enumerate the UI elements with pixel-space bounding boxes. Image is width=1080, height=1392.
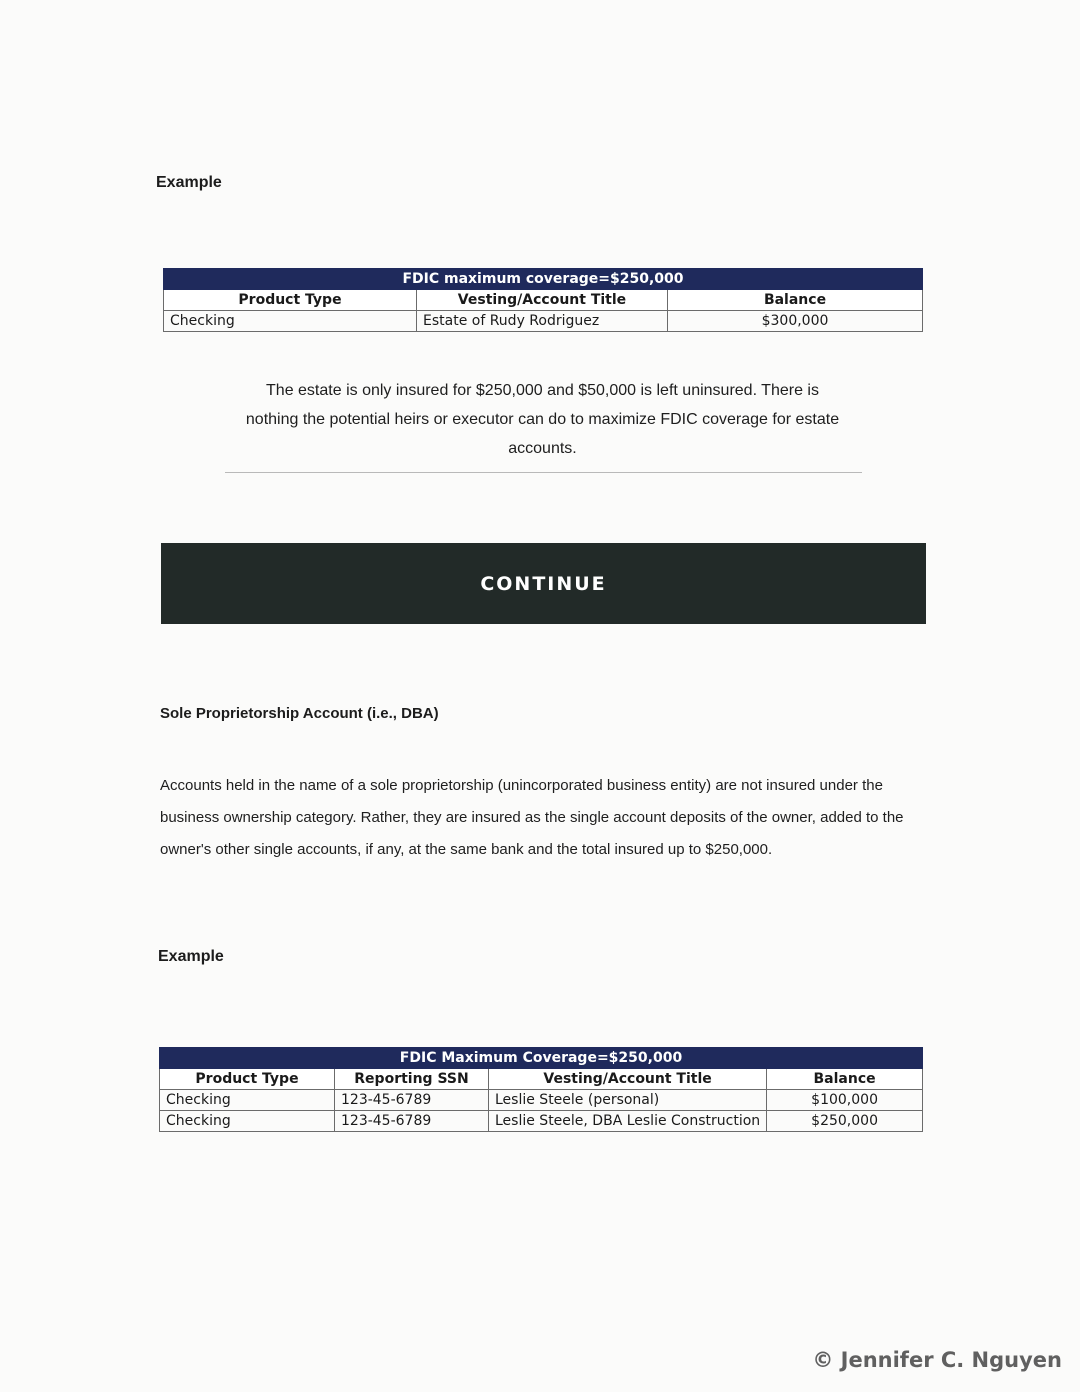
copyright-notice: © Jennifer C. Nguyen <box>812 1348 1062 1372</box>
column-header-reporting-ssn: Reporting SSN <box>335 1069 489 1090</box>
table-header-row <box>164 290 923 311</box>
cell-vesting: Leslie Steele (personal) <box>489 1090 767 1111</box>
example-label: Example <box>156 174 222 191</box>
cell-product-type: Checking <box>160 1111 335 1132</box>
estate-coverage-table <box>163 268 923 332</box>
sole-proprietorship-description: Accounts held in the name of a sole proprietorship (unincorporated business entity) are not insured under the business ownership category. Rather, they are insured as the single account deposits of the owner, added to the owner's other single accounts, if any, at the same bank and the total insured up to $250,000. <box>160 777 904 858</box>
table-banner: FDIC maximum coverage=$250,000 <box>164 269 923 290</box>
table-row <box>160 1111 923 1132</box>
cell-balance: $100,000 <box>767 1090 923 1111</box>
column-header-product-type: Product Type <box>164 290 417 311</box>
column-header-vesting: Vesting/Account Title <box>489 1069 767 1090</box>
section-title: Sole Proprietorship Account (i.e., DBA) <box>160 705 439 722</box>
column-header-balance: Balance <box>668 290 923 311</box>
divider <box>225 472 862 473</box>
column-header-product-type: Product Type <box>160 1069 335 1090</box>
table-header-row <box>160 1069 923 1090</box>
column-header-balance: Balance <box>767 1069 923 1090</box>
estate-note: The estate is only insured for $250,000 and $50,000 is left uninsured. There is nothing the potential heirs or executor can do to maximize FDIC coverage for estate accounts. <box>245 382 840 457</box>
continue-button[interactable]: CONTINUE <box>161 543 926 624</box>
table-banner: FDIC Maximum Coverage=$250,000 <box>160 1048 923 1069</box>
column-header-vesting: Vesting/Account Title <box>417 290 668 311</box>
table-row <box>160 1090 923 1111</box>
sole-proprietorship-table <box>159 1047 923 1132</box>
cell-product-type: Checking <box>164 311 417 332</box>
cell-reporting-ssn: 123-45-6789 <box>335 1111 489 1132</box>
example-label: Example <box>158 948 224 965</box>
cell-product-type: Checking <box>160 1090 335 1111</box>
cell-balance: $250,000 <box>767 1111 923 1132</box>
cell-balance: $300,000 <box>668 311 923 332</box>
cell-vesting: Leslie Steele, DBA Leslie Construction <box>489 1111 767 1132</box>
cell-vesting: Estate of Rudy Rodriguez <box>417 311 668 332</box>
cell-reporting-ssn: 123-45-6789 <box>335 1090 489 1111</box>
table-row <box>164 311 923 332</box>
